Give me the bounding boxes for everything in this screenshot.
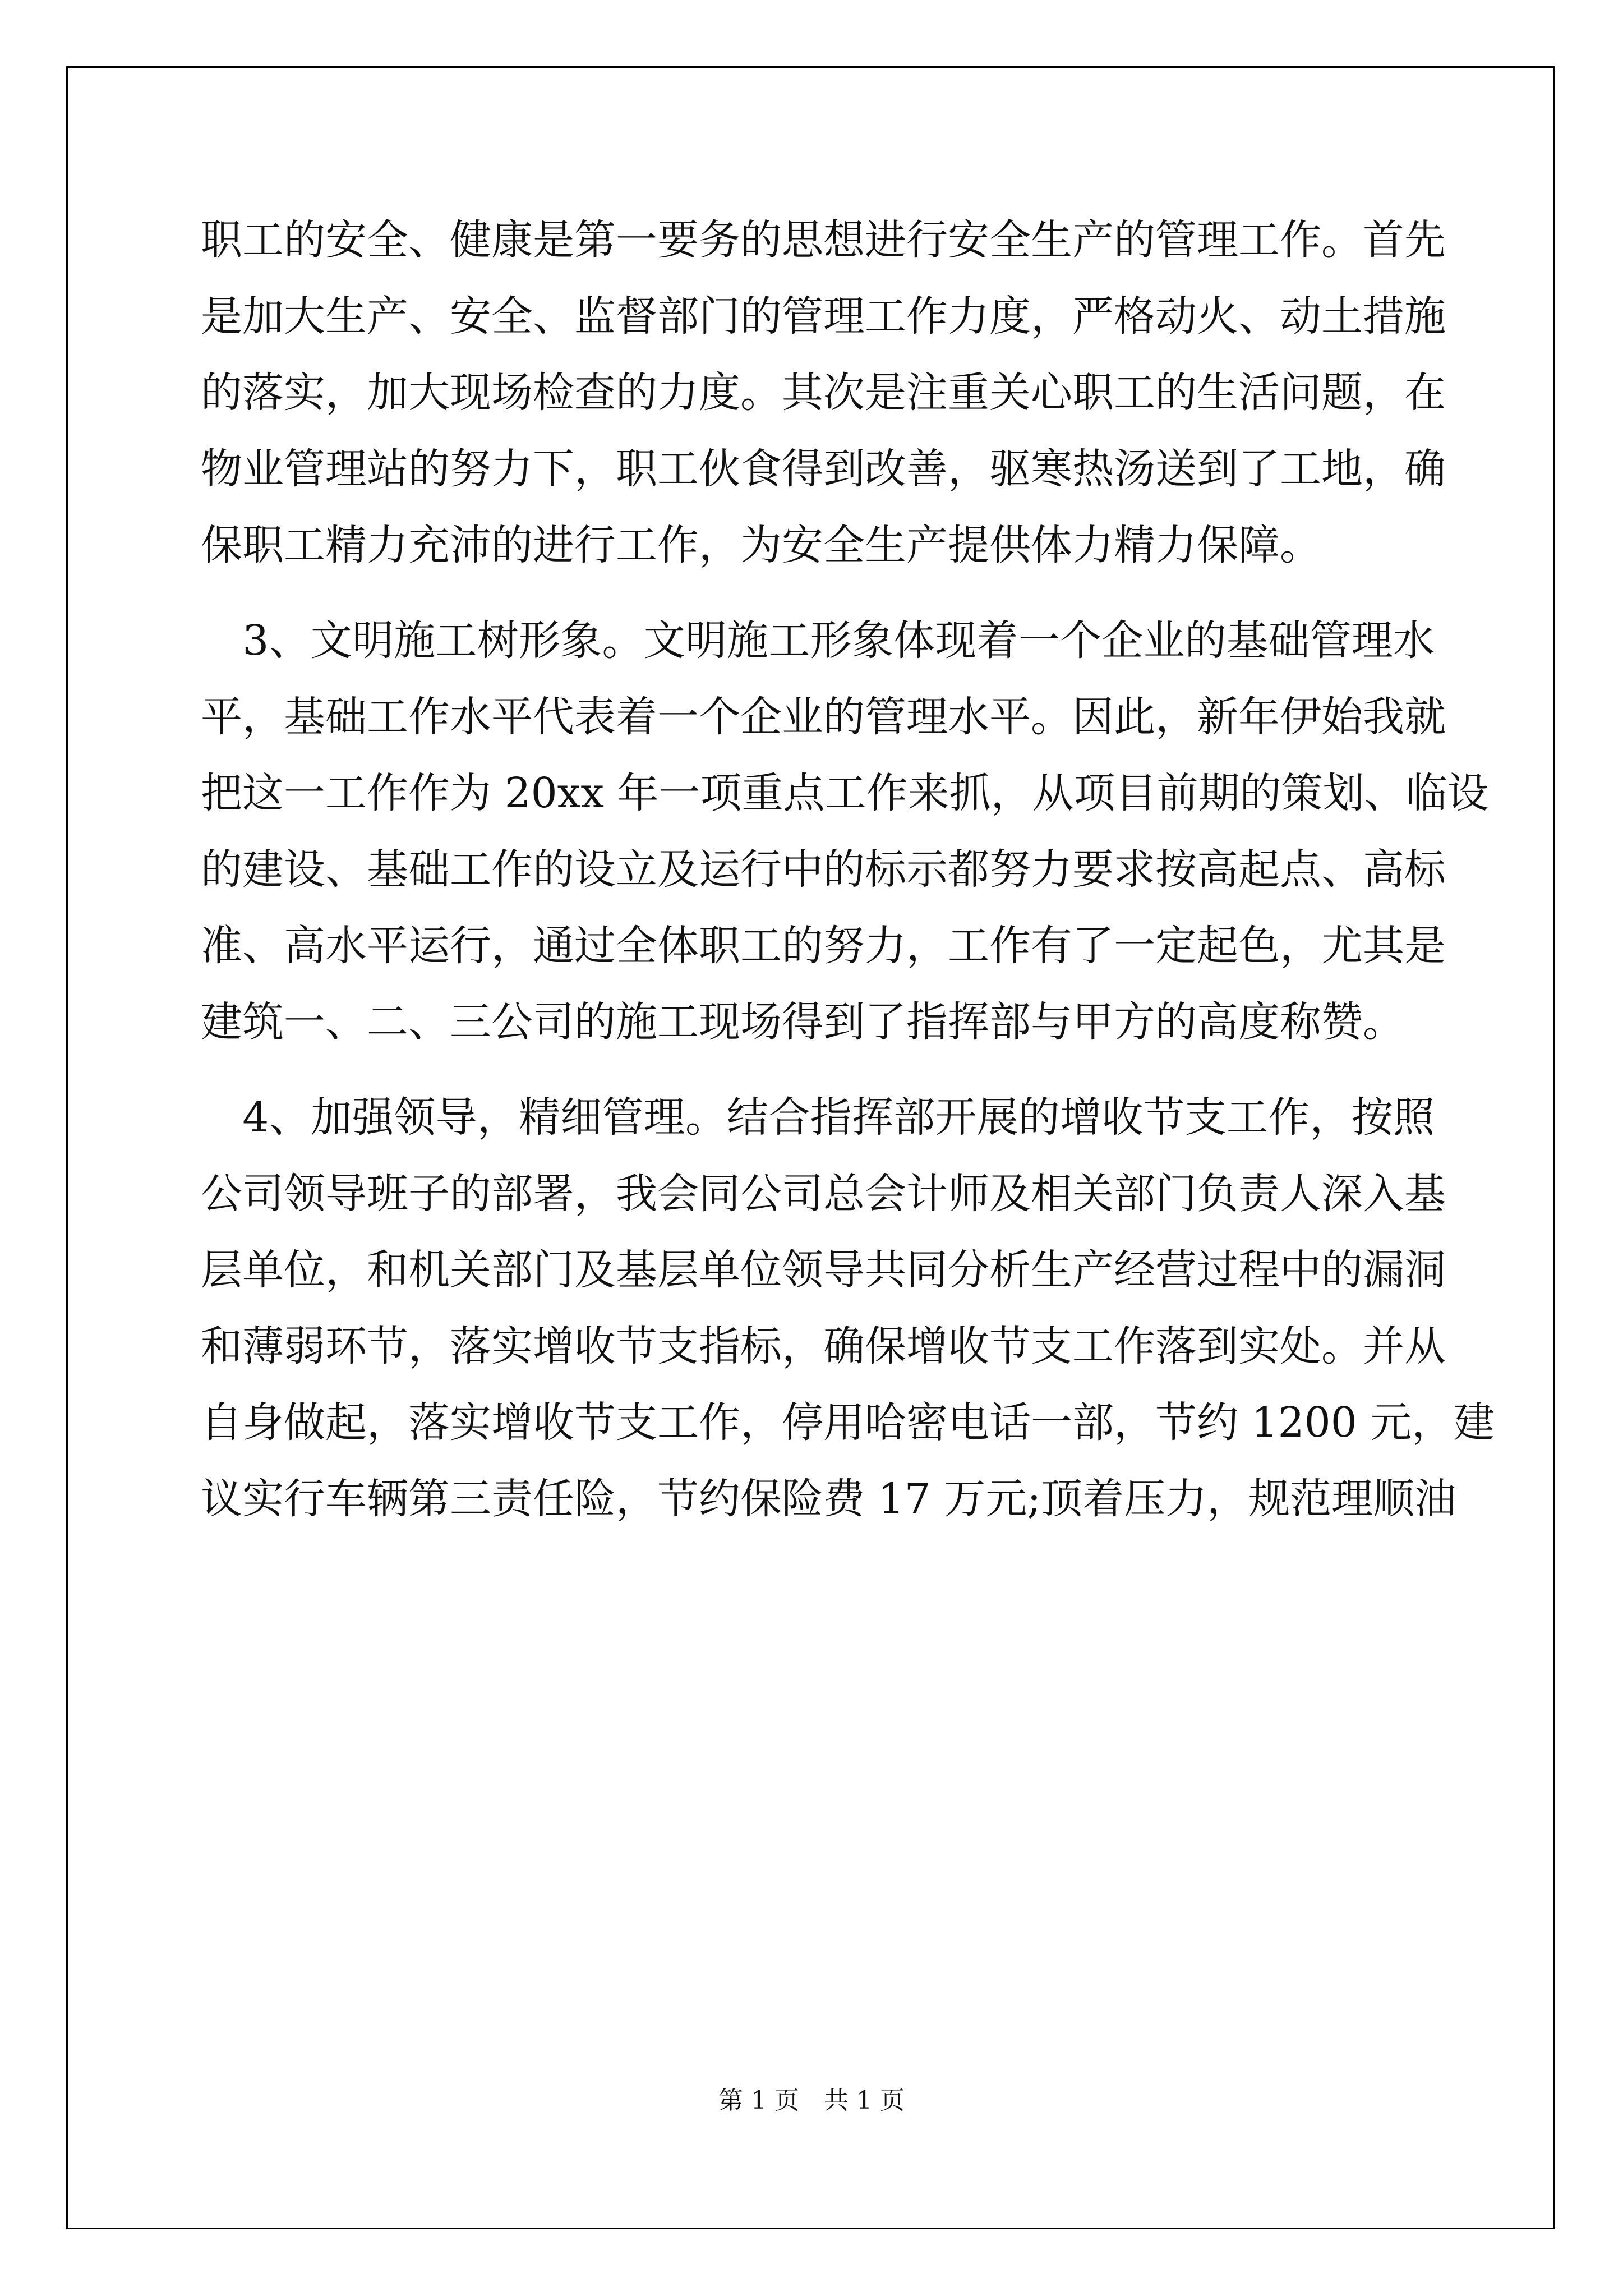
page-number: 第 1 页 共 1 页: [718, 2086, 905, 2115]
text-line: 保职工精力充沛的进行工作，为安全生产提供体力精力保障。: [201, 521, 1321, 569]
text-line: 自身做起，落实增收节支工作，停用哈密电话一部，节约 1200 元，建: [201, 1398, 1495, 1447]
text-line: 物业管理站的努力下，职工伙食得到改善，驱寒热汤送到了工地，确: [201, 445, 1446, 493]
text-line: 是加大生产、安全、监督部门的管理工作力度，严格动火、动土措施: [201, 292, 1446, 341]
text-line: 层单位，和机关部门及基层单位领导共同分析生产经营过程中的漏洞: [201, 1246, 1446, 1294]
text-line: 和薄弱环节，落实增收节支指标，确保增收节支工作落到实处。并从: [201, 1322, 1446, 1370]
document-body: [201, 202, 1495, 1537]
text-line: 3、文明施工树形象。文明施工形象体现着一个企业的基础管理水: [201, 616, 1435, 665]
text-line: 建筑一、二、三公司的施工现场得到了指挥部与甲方的高度称赞。: [201, 998, 1404, 1046]
text-line: 把这一工作作为 20xx 年一项重点工作来抓，从项目前期的策划、临设: [201, 769, 1489, 817]
text-line: 平，基础工作水平代表着一个企业的管理水平。因此，新年伊始我就: [201, 693, 1446, 741]
text-line: 职工的安全、健康是第一要务的思想进行安全生产的管理工作。首先: [201, 216, 1446, 264]
text-line: 准、高水平运行，通过全体职工的努力，工作有了一定起色，尤其是: [201, 922, 1446, 970]
text-line: 的落实，加大现场检查的力度。其次是注重关心职工的生活问题，在: [201, 369, 1446, 417]
text-line: 的建设、基础工作的设立及运行中的标示都努力要求按高起点、高标: [201, 845, 1446, 894]
text-line: 议实行车辆第三责任险，节约保险费 17 万元;顶着压力，规范理顺油: [201, 1475, 1456, 1523]
text-line: 4、加强领导，精细管理。结合指挥部开展的增收节支工作，按照: [201, 1093, 1435, 1142]
text-line: 公司领导班子的部署，我会同公司总会计师及相关部门负责人深入基: [201, 1170, 1446, 1218]
